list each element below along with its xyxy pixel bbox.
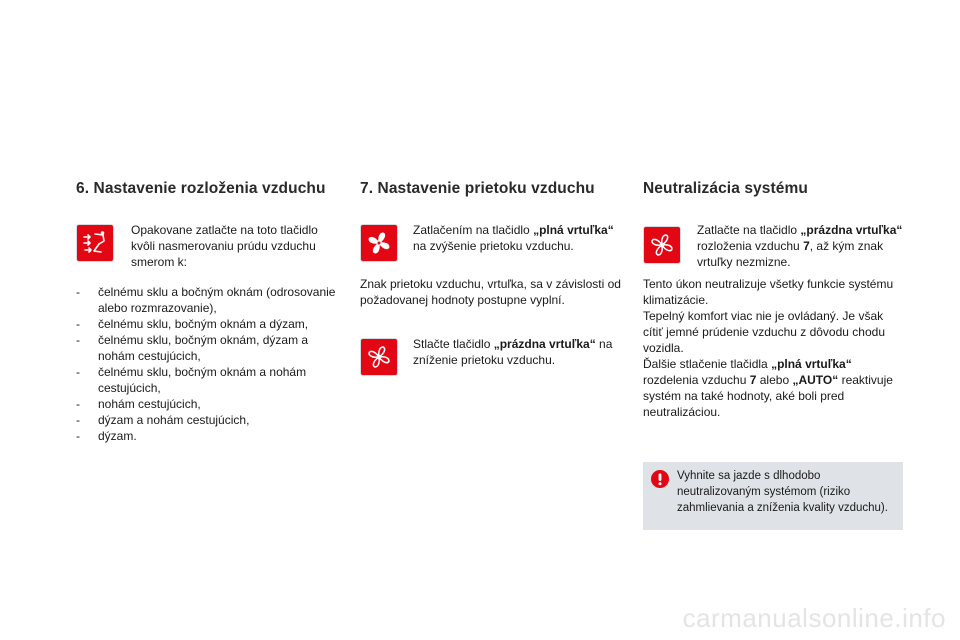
section-title-neutralization: Neutralizácia systému	[643, 180, 808, 197]
warning-note	[643, 462, 903, 530]
fan-empty-icon	[361, 339, 397, 375]
section-title-air-flow: 7. Nastavenie prietoku vzduchu	[360, 180, 595, 197]
warning-icon	[651, 470, 669, 488]
fan-empty-icon	[644, 227, 680, 263]
list-item: - dýzam a nohám cestujúcich,	[76, 413, 250, 427]
list-item: - nohám cestujúcich,	[76, 397, 201, 411]
neutralization-description: Tento úkon neutralizuje všetky funkcie systému klimatizácie. Tepelný komfort viac nie je ovládaný. Je však cítiť jemné prúdenie vzduchu z dôvodu chodu vozidla. Ďalšie stlačenie tlačidla „plná vrtuľka“ rozdelenia vzduchu 7 alebo „AUTO“ reaktivuje systém na také hodnoty, aké boli pred neutralizáciou.	[643, 277, 894, 419]
neutralization-step: Zatlačte na tlačidlo „prázdna vrtuľka“ rozloženia vzduchu 7, až kým znak vrtuľky nezmizne.	[697, 223, 903, 269]
section-title-air-distribution: 6. Nastavenie rozloženia vzduchu	[76, 180, 326, 197]
air-distribution-icon	[77, 225, 113, 261]
air-distribution-list	[76, 284, 346, 444]
air-distribution-intro: Opakovane zatlačte na toto tlačidlo kvôli nasmerovaniu prúdu vzduchu smerom k:	[131, 223, 318, 269]
list-item: - dýzam.	[76, 429, 137, 443]
warning-text: Vyhnite sa jazde s dlhodobo neutralizovaným systémom (riziko zahmlievania a zníženia kvality vzduchu).	[677, 470, 888, 514]
list-item: - čelnému sklu, bočným oknám a dýzam,	[76, 317, 309, 331]
fan-increase-text: Zatlačením na tlačidlo „plná vrtuľka“ na zvýšenie prietoku vzduchu.	[413, 223, 614, 253]
fan-decrease-text: Stlačte tlačidlo „prázdna vrtuľka“ na zníženie prietoku vzduchu.	[413, 337, 613, 367]
list-item: - čelnému sklu a bočným oknám (odrosovanie alebo rozmrazovanie),	[76, 285, 336, 315]
fan-empty-button-neutral[interactable]	[643, 226, 681, 264]
list-item: - čelnému sklu, bočným oknám, dýzam a nohám cestujúcich,	[76, 333, 309, 363]
watermark: carmanualsonline.info	[682, 603, 946, 633]
fan-full-icon	[361, 225, 397, 261]
fan-full-button[interactable]	[360, 224, 398, 262]
list-item: - čelnému sklu, bočným oknám a nohám cestujúcich,	[76, 365, 307, 395]
air-distribution-button[interactable]	[76, 224, 114, 262]
fan-empty-button[interactable]	[360, 338, 398, 376]
fan-symbol-description: Znak prietoku vzduchu, vrtuľka, sa v závislosti od požadovanej hodnoty postupne vyplní.	[360, 277, 621, 307]
